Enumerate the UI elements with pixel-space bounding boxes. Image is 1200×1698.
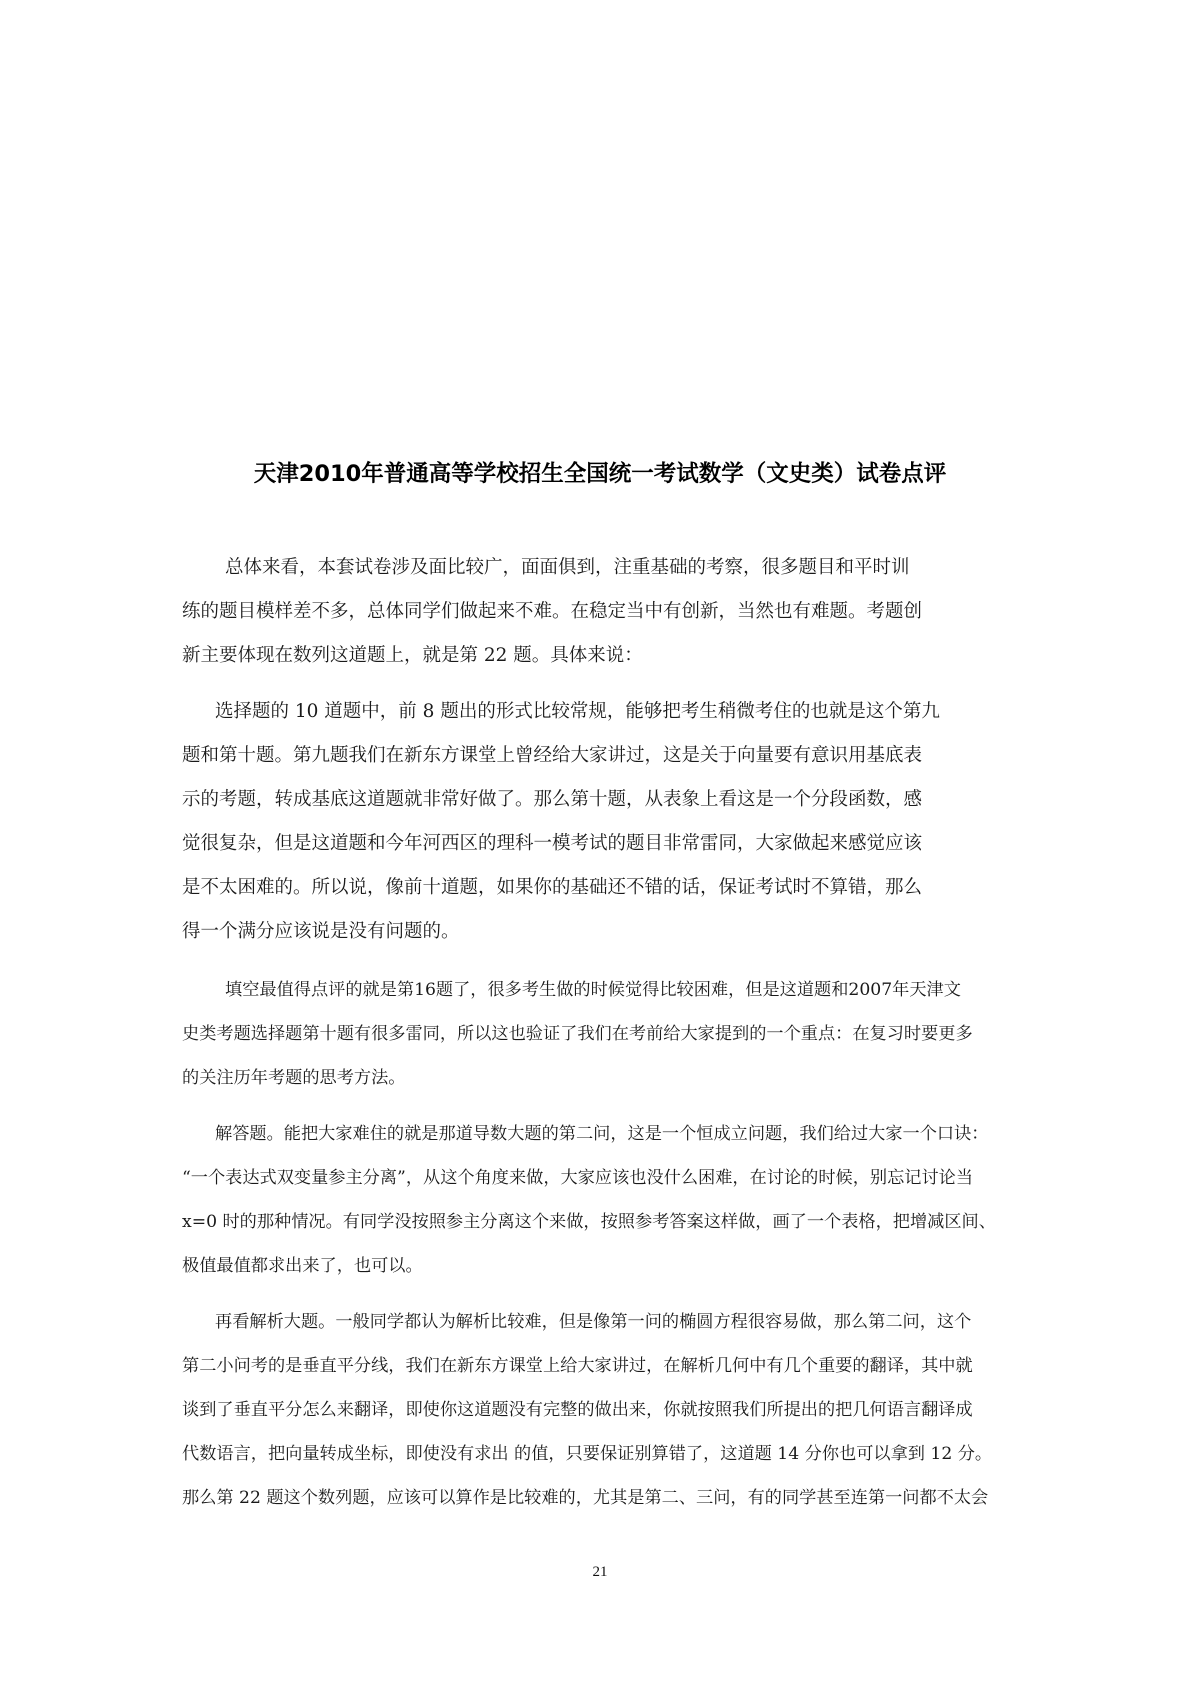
paragraph-line: 极值最值都求出来了，也可以。: [182, 1256, 423, 1276]
paragraph-line: 得一个满分应该说是没有问题的。: [182, 921, 460, 942]
paragraph-line: 谈到了垂直平分怎么来翻译，即使你这道题没有完整的做出来，你就按照我们所提出的把几何语言翻译成: [182, 1400, 973, 1420]
paragraph-line: “一个表达式双变量参主分离”，从这个角度来做，大家应该也没什么困难，在讨论的时候，别忘记讨论当: [182, 1168, 974, 1188]
paragraph-line: 再看解析大题。一般同学都认为解析比较难，但是像第一问的椭圆方程很容易做，那么第二问，这个: [215, 1312, 972, 1332]
paragraph-line: 总体来看，本套试卷涉及面比较广，面面俱到，注重基础的考察，很多题目和平时训: [225, 557, 910, 578]
page-number: 21: [592, 1564, 608, 1580]
paragraph-line: 解答题。能把大家难住的就是那道导数大题的第二问，这是一个恒成立问题，我们给过大家一个口诀：: [215, 1124, 989, 1144]
paragraph-line: 史类考题选择题第十题有很多雷同，所以这也验证了我们在考前给大家提到的一个重点：在复习时要更多: [182, 1024, 973, 1044]
paragraph-line: 题和第十题。第九题我们在新东方课堂上曾经给大家讲过，这是关于向量要有意识用基底表: [182, 745, 923, 766]
paragraph-line: 选择题的 10 道题中，前 8 题出的形式比较常规，能够把考生稍微考住的也就是这个第九: [215, 701, 940, 722]
paragraph-line: 代数语言，把向量转成坐标，即使没有求出 的值，只要保证别算错了，这道题 14 分你也可以拿到 12 分。: [182, 1444, 993, 1464]
paragraph-line: 示的考题，转成基底这道题就非常好做了。那么第十题，从表象上看这是一个分段函数，感: [182, 789, 923, 810]
paragraph-line: 练的题目模样差不多，总体同学们做起来不难。在稳定当中有创新，当然也有难题。考题创: [182, 601, 923, 622]
paragraph-line: 第二小问考的是垂直平分线，我们在新东方课堂上给大家讲过，在解析几何中有几个重要的翻译，其中就: [182, 1356, 973, 1376]
paragraph-line: x=0 时的那种情况。有同学没按照参主分离这个来做，按照参考答案这样做，画了一个表格，把增减区间、: [182, 1212, 996, 1232]
paragraph-line: 的关注历年考题的思考方法。: [182, 1068, 406, 1088]
paragraph-line: 是不太困难的。所以说，像前十道题，如果你的基础还不错的话，保证考试时不算错，那么: [182, 877, 923, 898]
document-title: 天津2010年普通高等学校招生全国统一考试数学（文史类）试卷点评: [253, 461, 947, 487]
paragraph-line: 那么第 22 题这个数列题，应该可以算作是比较难的，尤其是第二、三问，有的同学甚至连第一问都不太会: [182, 1488, 989, 1508]
paragraph-line: 填空最值得点评的就是第16题了，很多考生做的时候觉得比较困难，但是这道题和2007年天津文: [225, 980, 961, 1000]
paragraph-line: 新主要体现在数列这道题上，就是第 22 题。具体来说：: [182, 645, 643, 666]
paragraph-line: 觉很复杂，但是这道题和今年河西区的理科一模考试的题目非常雷同，大家做起来感觉应该: [182, 833, 923, 854]
